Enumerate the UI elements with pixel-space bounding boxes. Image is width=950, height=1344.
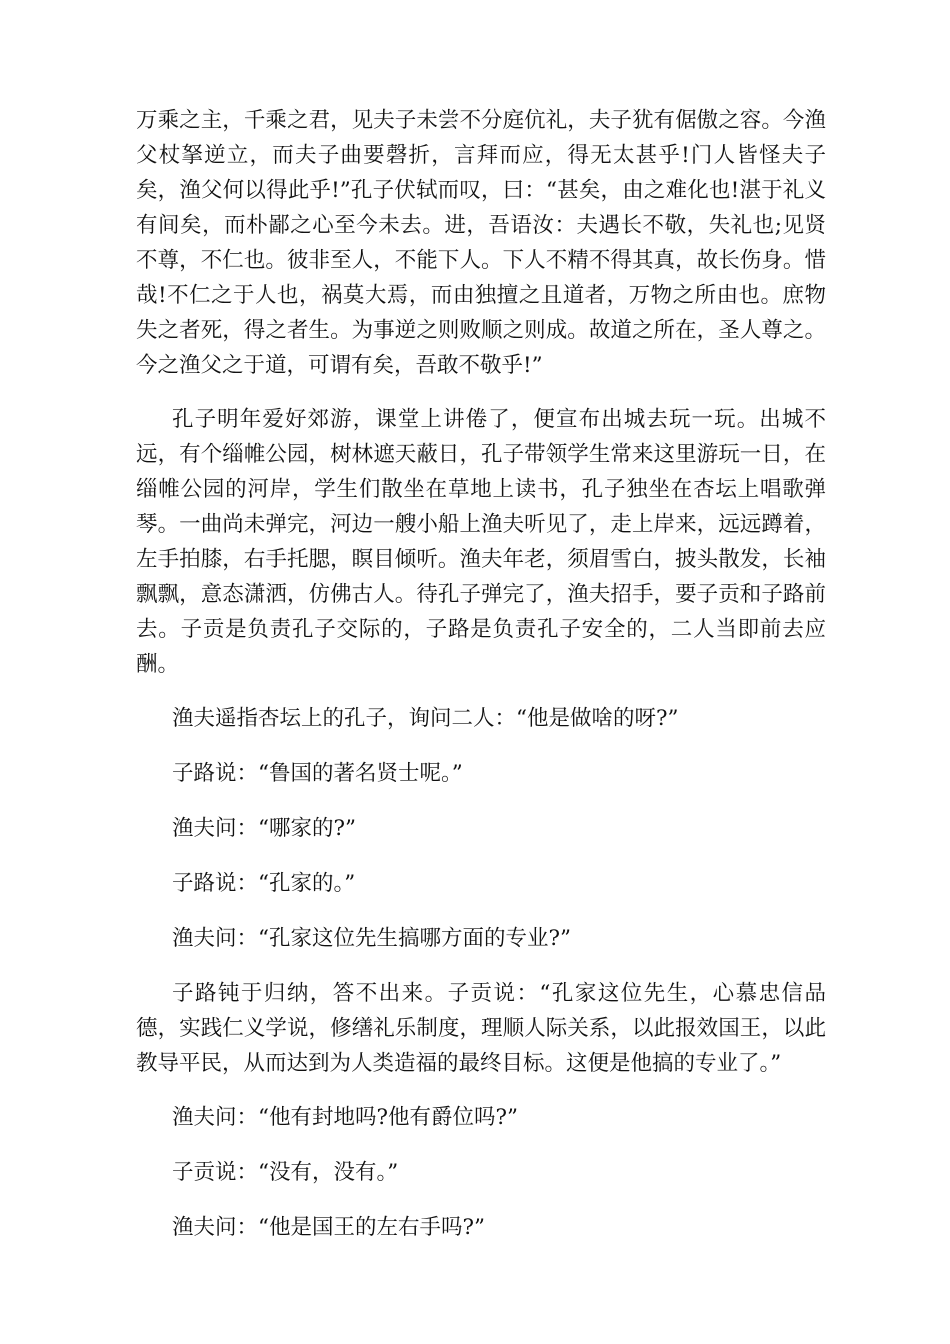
paragraph-2: 孔子明年爱好郊游，课堂上讲倦了，便宣布出城去玩一玩。出城不远，有个缁帷公园，树林遮天蔽日，孔子带领学生常来这里游玩一日，在缁帷公园的河岸，学生们散坐在草地上读书，孔子独坐在杏坛上唱歌弹琴。一曲尚未弹完，河边一艘小船上渔夫听见了，走上岸来，远远蹲着，左手拍膝，右手托腮，瞑目倾听。渔夫年老，须眉雪白，披头散发，长袖飘飘，意态潇洒，仿佛古人。待孔子弹完了，渔夫招手，要子贡和子路前去。子贡是负责孔子交际的，子路是负责孔子安全的，二人当即前去应酬。	[136, 407, 826, 677]
paragraph-1: 万乘之主，千乘之君，见夫子未尝不分庭伉礼，夫子犹有倨傲之容。今渔父杖拏逆立，而夫子曲要磬折，言拜而应，得无太甚乎!门人皆怪夫子矣，渔父何以得此乎!”孔子伏轼而叹，曰：“甚矣，由之难化也!湛于礼义有间矣，而朴鄙之心至今未去。进，吾语汝：夫遇长不敬，失礼也;见贤不尊，不仁也。彼非至人，不能下人。下人不精不得其真，故长伤身。惜哉!不仁之于人也，祸莫大焉，而由独擅之且道者，万物之所由也。庶物失之者死，得之者生。为事逆之则败顺之则成。故道之所在，圣人尊之。今之渔父之于道，可谓有矣，吾敢不敬乎!”	[136, 108, 826, 378]
paragraph-5: 渔夫问：“哪家的?”	[172, 816, 357, 841]
paragraph-11: 渔夫问：“他是国王的左右手吗?”	[172, 1215, 486, 1240]
paragraph-4: 子路说：“鲁国的著名贤士呢。”	[172, 761, 463, 786]
paragraph-8: 子路钝于归纳，答不出来。子贡说：“孔家这位先生，心慕忠信品德，实践仁义学说，修缮礼乐制度，理顺人际关系，以此报效国王，以此教导平民，从而达到为人类造福的最终目标。这便是他搞的专业了。”	[136, 981, 826, 1076]
paragraph-6: 子路说：“孔家的。”	[172, 871, 356, 896]
paragraph-9: 渔夫问：“他有封地吗?他有爵位吗?”	[172, 1105, 519, 1130]
paragraph-10: 子贡说：“没有，没有。”	[172, 1160, 399, 1185]
paragraph-7: 渔夫问：“孔家这位先生搞哪方面的专业?”	[172, 926, 572, 951]
document-body	[136, 103, 826, 1265]
paragraph-3: 渔夫遥指杏坛上的孔子，询问二人：“他是做啥的呀?”	[172, 706, 679, 731]
